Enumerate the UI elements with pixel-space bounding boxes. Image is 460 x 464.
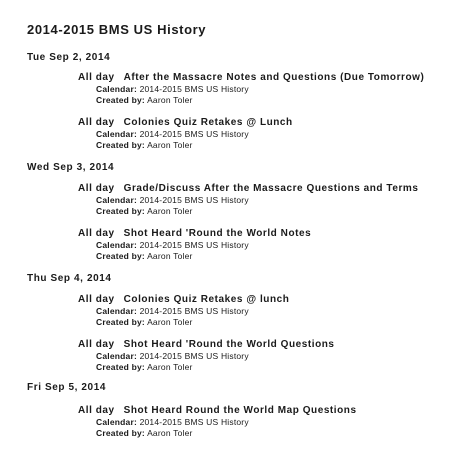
event-entry[interactable]	[78, 293, 458, 328]
day-heading: Fri Sep 5, 2014	[27, 382, 107, 393]
event-time: All day	[78, 405, 115, 416]
event-title[interactable]: Colonies Quiz Retakes @ Lunch	[123, 117, 293, 128]
created-by-label: Created by:	[96, 95, 145, 105]
event-time: All day	[78, 339, 115, 350]
event-creator: Aaron Toler	[147, 362, 193, 372]
event-summary[interactable]	[78, 227, 458, 240]
calendar-label: Calendar:	[96, 84, 138, 94]
event-title[interactable]: Colonies Quiz Retakes @ lunch	[123, 294, 290, 305]
created-by-label: Created by:	[96, 251, 145, 261]
event-creator-row	[96, 317, 458, 328]
event-creator-row	[96, 362, 458, 373]
calendar-label: Calendar:	[96, 351, 138, 361]
event-creator: Aaron Toler	[147, 95, 193, 105]
event-summary[interactable]	[78, 116, 458, 129]
event-calendar-row	[96, 240, 458, 251]
event-calendar-name: 2014-2015 BMS US History	[139, 351, 249, 361]
event-creator-row	[96, 251, 458, 262]
event-calendar-name: 2014-2015 BMS US History	[139, 195, 249, 205]
event-creator-row	[96, 428, 458, 439]
event-creator-row	[96, 206, 458, 217]
event-summary[interactable]	[78, 71, 458, 84]
event-entry[interactable]	[78, 227, 458, 262]
event-summary[interactable]	[78, 404, 458, 417]
event-calendar-name: 2014-2015 BMS US History	[139, 417, 249, 427]
event-time: All day	[78, 228, 115, 239]
event-summary[interactable]	[78, 293, 458, 306]
event-time: All day	[78, 183, 115, 194]
event-calendar-name: 2014-2015 BMS US History	[139, 240, 249, 250]
event-entry[interactable]	[78, 116, 458, 151]
event-entry[interactable]	[78, 182, 458, 217]
event-title[interactable]: Grade/Discuss After the Massacre Questions and Terms	[123, 183, 419, 194]
event-creator: Aaron Toler	[147, 428, 193, 438]
event-time: All day	[78, 117, 115, 128]
event-creator: Aaron Toler	[147, 140, 193, 150]
event-title[interactable]: Shot Heard 'Round the World Questions	[123, 339, 335, 350]
event-calendar-name: 2014-2015 BMS US History	[139, 306, 249, 316]
event-calendar-row	[96, 129, 458, 140]
created-by-label: Created by:	[96, 428, 145, 438]
event-title[interactable]: Shot Heard 'Round the World Notes	[123, 228, 312, 239]
event-creator-row	[96, 140, 458, 151]
day-heading: Tue Sep 2, 2014	[27, 52, 111, 63]
calendar-label: Calendar:	[96, 306, 138, 316]
event-creator: Aaron Toler	[147, 317, 193, 327]
calendar-label: Calendar:	[96, 240, 138, 250]
event-calendar-name: 2014-2015 BMS US History	[139, 84, 249, 94]
day-heading: Thu Sep 4, 2014	[27, 273, 112, 284]
event-entry[interactable]	[78, 338, 458, 373]
event-creator-row	[96, 95, 458, 106]
calendar-label: Calendar:	[96, 417, 138, 427]
event-calendar-row	[96, 351, 458, 362]
created-by-label: Created by:	[96, 206, 145, 216]
event-entry[interactable]	[78, 71, 458, 106]
event-summary[interactable]	[78, 338, 458, 351]
event-creator: Aaron Toler	[147, 251, 193, 261]
event-calendar-row	[96, 306, 458, 317]
calendar-title: 2014-2015 BMS US History	[27, 22, 207, 37]
event-summary[interactable]	[78, 182, 458, 195]
day-heading: Wed Sep 3, 2014	[27, 162, 115, 173]
event-time: All day	[78, 72, 115, 83]
calendar-label: Calendar:	[96, 129, 138, 139]
event-entry[interactable]	[78, 404, 458, 439]
calendar-label: Calendar:	[96, 195, 138, 205]
created-by-label: Created by:	[96, 362, 145, 372]
event-time: All day	[78, 294, 115, 305]
event-creator: Aaron Toler	[147, 206, 193, 216]
created-by-label: Created by:	[96, 140, 145, 150]
event-calendar-name: 2014-2015 BMS US History	[139, 129, 249, 139]
event-calendar-row	[96, 195, 458, 206]
event-title[interactable]: After the Massacre Notes and Questions (Due Tomorrow)	[123, 72, 425, 83]
event-title[interactable]: Shot Heard Round the World Map Questions	[123, 405, 357, 416]
event-calendar-row	[96, 84, 458, 95]
created-by-label: Created by:	[96, 317, 145, 327]
event-calendar-row	[96, 417, 458, 428]
